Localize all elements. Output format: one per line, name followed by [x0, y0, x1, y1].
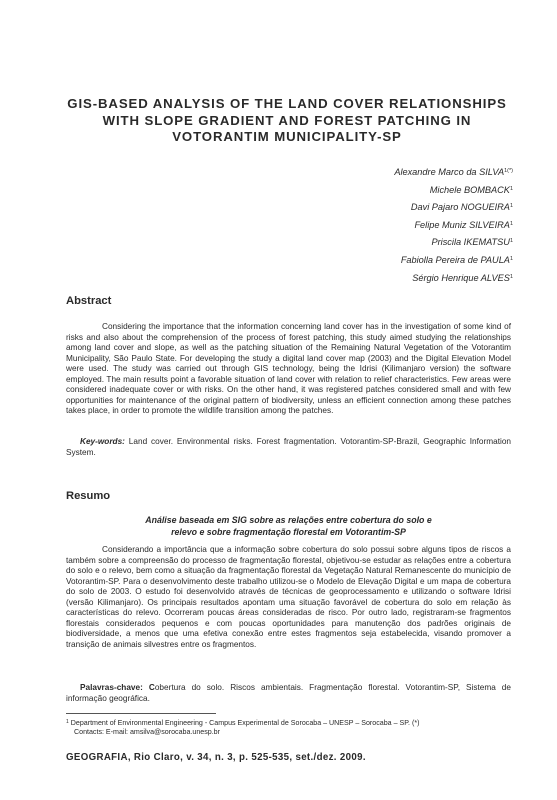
paper-title: [66, 96, 508, 146]
footnote-contact: Contacts: E-mail: amsilva@sorocaba.unesp.br: [74, 728, 220, 737]
author-name: Sérgio Henrique ALVES$^1$: [412, 272, 513, 283]
journal-citation: GEOGRAFIA, Rio Claro, v. 34, n. 3, p. 525-535, set./dez. 2009.: [66, 752, 366, 763]
paper-title-line: VOTORANTIM MUNICIPALITY-SP: [172, 129, 402, 144]
abstract-heading: Abstract: [66, 295, 112, 307]
footnote-divider: [66, 713, 216, 714]
author-name: Felipe Muniz SILVEIRA$^1$: [414, 219, 513, 230]
abstract-body: [66, 322, 511, 417]
author-name: Priscila IKEMATSU$^1$: [431, 237, 513, 248]
keywords-label: Key-words:: [80, 437, 125, 446]
keywords-initial: C: [148, 683, 155, 692]
author-name: Alexandre Marco da $SILVA^{1(*)}$: [394, 167, 513, 177]
resumo-body: [66, 545, 511, 650]
footnote: [66, 718, 511, 738]
keywords-pt: [66, 683, 511, 704]
resumo-title: [66, 515, 511, 538]
footnote-affiliation: $^1$ Department of Environmental Engineering - Campus Experimental de Sorocaba – UNESP – Sorocaba – SP. (*): [66, 719, 420, 727]
author-name: Fabiolla Pereira de PAULA$^1$: [400, 254, 513, 265]
keywords-text: Land cover. Environmental risks. Forest fragmentation. Votorantim-SP-Brazil, Geographic Information System.: [66, 437, 511, 457]
paper-title-line: GIS-BASED ANALYSIS OF THE LAND COVER RELATIONSHIPS: [67, 96, 507, 111]
author-list: [394, 163, 513, 286]
palavras-chave-label: Palavras-chave:: [80, 683, 143, 692]
resumo-title-line: Análise baseada em SIG sobre as relações entre cobertura do solo e: [145, 515, 432, 525]
resumo-heading: Resumo: [66, 490, 111, 502]
palavras-chave-text: obertura do solo. Riscos ambientais. Fragmentação florestal. Votorantim-SP, Sistema de informação geográfica.: [66, 683, 511, 703]
paper-title-line: WITH SLOPE GRADIENT AND FOREST PATCHING IN: [102, 112, 472, 128]
resumo-paragraph: Considerando a importância que a informação sobre cobertura do solo possui sobre alguns tipos de riscos a também sobre a compreensão do processo de fragmentação florestal, objetivou-se estudar as relações entre a cobertura do solo e o relevo, bem como a situação da fragmentação florestal da Vegetação Natural Remanescente do município de Votorantim-SP. Para o desenvolvimento deste trabalho utilizou-se o Modelo de Elevação Digital e um mapa de cobertura do solo de 2003. O estudo foi desenvolvido através de técnicas de geoprocessamento e utilizando o software Idrisi (versão Kilimanjaro). Os principais resultados apontam uma situação favorável de cobertura do solo em relação às características do relevo. Ocorreram poucas áreas consideradas de risco. Por outro lado, registraram-se fragmentos florestais considerados pequenos e com poucas oportunidades para manutenção dos padrões originais de biodiversidade, a menos que uma efetiva conexão entre estes fragmentos seja estabelecida, visando promover a transição de animais silvestres entre os fragmentos.: [66, 545, 511, 649]
abstract-paragraph: Considering the importance that the information concerning land cover has in the investigation of some kind of risks and also about the comprehension of the process of forest patching, this study aimed studying the relationships among land cover and slope, as well as the patching situation of the Remaining Natural Vegetation of the Votorantim Municipality, São Paulo State. For developing the study a digital land cover map (2003) and the Digital Elevation Model were used. The study was carried out through GIS technology, being the Idrisi (Kilimanjaro version) the software employed. The main results point a favorable situation of land cover with relation to relief characteristics. Few areas were considered inadequate cover or with risks. On the other hand, it was registered patches considered small and with few opportunities for maintenance of the original pattern of biodiversity, unless an efficient connection among these patches takes place, in order to promote the wildlife transition among the patches.: [66, 322, 511, 415]
keywords-en: [66, 437, 511, 458]
author-name: Michele BOMBACK$^1$: [429, 184, 513, 195]
author-name: Davi Pajaro NOGUEIRA$^1$: [410, 202, 513, 213]
resumo-title-line: relevo e sobre fragmentação florestal em Votorantim-SP: [171, 526, 406, 537]
